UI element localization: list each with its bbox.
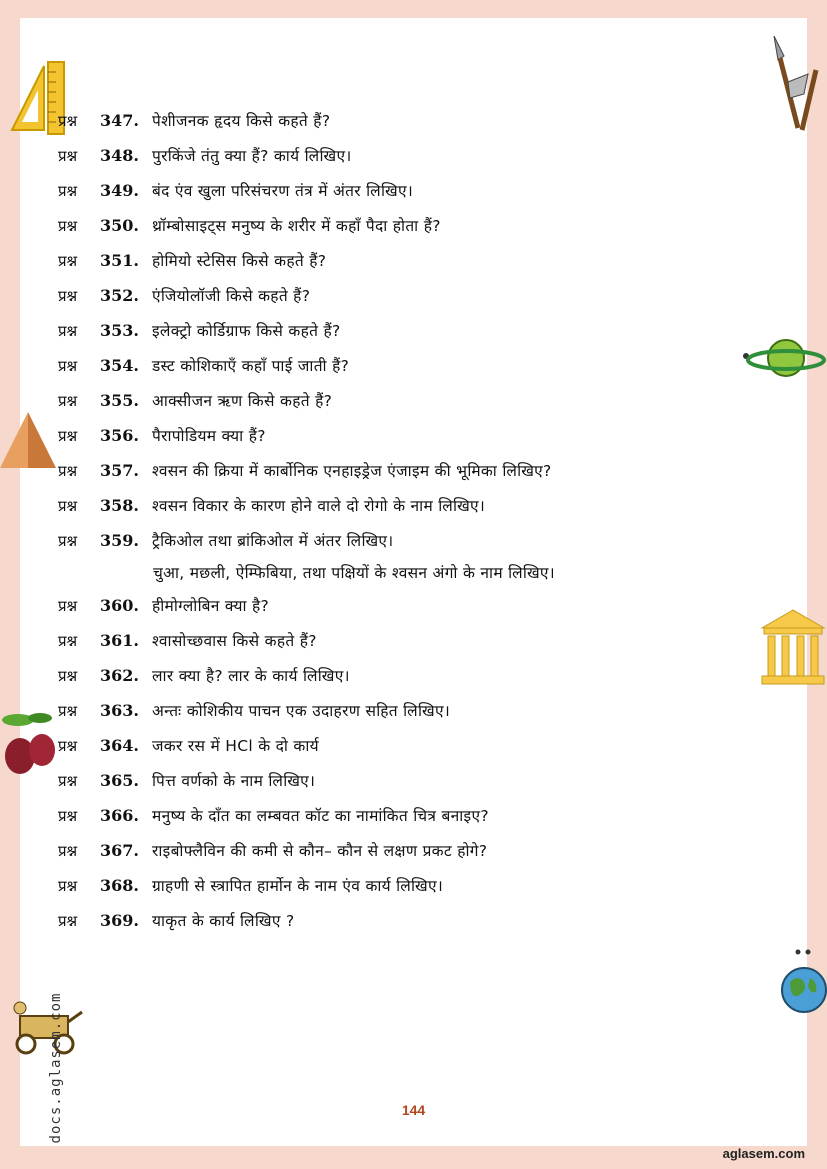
- question-text: पेशीजनक हृदय किसे कहते हैं?: [152, 112, 331, 130]
- question-row: [58, 494, 485, 524]
- question-number: 354.: [100, 356, 139, 375]
- question-row: [58, 214, 441, 244]
- question-word: प्रश्न: [58, 147, 78, 165]
- question-number: 360.: [100, 596, 139, 615]
- question-row: [58, 734, 319, 764]
- question-text: इलेक्ट्रो कोर्डिग्राफ किसे कहते हैं?: [152, 322, 341, 340]
- question-row: [58, 459, 552, 489]
- watermark: docs.aglasem.com: [48, 992, 64, 1144]
- question-text: श्वासोच्छवास किसे कहते हैं?: [152, 632, 317, 650]
- question-row: [58, 804, 489, 834]
- question-row: [58, 109, 330, 139]
- question-number: 350.: [100, 216, 139, 235]
- question-word: प्रश्न: [58, 462, 78, 480]
- question-number: 348.: [100, 146, 139, 165]
- question-number: 362.: [100, 666, 139, 685]
- question-number: 361.: [100, 631, 139, 650]
- question-number: 363.: [100, 701, 139, 720]
- question-word: प्रश्न: [58, 287, 78, 305]
- question-number: 364.: [100, 736, 139, 755]
- question-text: थ्रॉम्बोसाइट्स मनुष्य के शरीर में कहाँ पैदा होता हैं?: [152, 217, 441, 235]
- page-number: 144: [401, 1102, 426, 1118]
- globe-icon: [778, 948, 827, 1020]
- question-word: प्रश्न: [58, 322, 78, 340]
- site-name: aglasem.com: [722, 1146, 805, 1161]
- question-row: [58, 529, 393, 559]
- question-row: [58, 424, 266, 454]
- question-word: प्रश्न: [58, 737, 78, 755]
- question-word: प्रश्न: [58, 357, 78, 375]
- question-row: [58, 284, 310, 314]
- question-word: प्रश्न: [58, 877, 78, 895]
- question-word: प्रश्न: [58, 217, 78, 235]
- question-row: [58, 594, 269, 624]
- question-word: प्रश्न: [58, 702, 78, 720]
- question-word: प्रश्न: [58, 912, 78, 930]
- question-row: [58, 874, 443, 904]
- question-number: 355.: [100, 391, 139, 410]
- cart-icon: [2, 1000, 84, 1058]
- fruit-icon: [0, 706, 60, 778]
- pyramid-icon: [0, 410, 58, 470]
- question-number: 368.: [100, 876, 139, 895]
- question-word: प्रश्न: [58, 772, 78, 790]
- question-text: ग्राहणी से स्त्रापित हार्मोन के नाम एंव कार्य लिखिए।: [152, 877, 444, 895]
- question-text: डस्ट कोशिकाएँ कहाँ पाई जाती हैं?: [152, 357, 350, 375]
- question-row: [58, 839, 487, 869]
- question-text: बंद एंव खुला परिसंचरण तंत्र में अंतर लिखिए।: [152, 182, 414, 200]
- question-number: 356.: [100, 426, 139, 445]
- question-word: प्रश्न: [58, 597, 78, 615]
- question-number: 359.: [100, 531, 139, 550]
- question-text: जकर रस में HCl के दो कार्य: [152, 737, 319, 755]
- question-word: प्रश्न: [58, 532, 78, 550]
- question-word: प्रश्न: [58, 392, 78, 410]
- question-number: 352.: [100, 286, 139, 305]
- question-row: [58, 629, 317, 659]
- question-number: 369.: [100, 911, 139, 930]
- question-word: प्रश्न: [58, 427, 78, 445]
- question-number: 353.: [100, 321, 139, 340]
- question-text: पित्त वर्णको के नाम लिखिए।: [152, 772, 316, 790]
- question-word: प्रश्न: [58, 497, 78, 515]
- question-row: [58, 249, 326, 279]
- question-text: श्वसन की क्रिया में कार्बोनिक एनहाइड्रेज एंजाइम की भूमिका लिखिए?: [152, 462, 552, 480]
- question-word: प्रश्न: [58, 807, 78, 825]
- question-row: [58, 769, 315, 799]
- question-text: पैरापोडियम क्या हैं?: [152, 427, 266, 445]
- question-row: [58, 144, 352, 174]
- question-number: 349.: [100, 181, 139, 200]
- question-row: [58, 179, 413, 209]
- question-text: हीमोग्लोबिन क्या है?: [152, 597, 270, 615]
- question-text: अन्तः कोशिकीय पाचन एक उदाहरण सहित लिखिए।: [152, 702, 451, 720]
- question-text: एंजियोलॉजी किसे कहते हैं?: [152, 287, 311, 305]
- question-word: प्रश्न: [58, 667, 78, 685]
- question-text: ट्रैकिओल तथा ब्रांकिओल में अंतर लिखिए।: [152, 532, 394, 550]
- question-word: प्रश्न: [58, 842, 78, 860]
- question-word: प्रश्न: [58, 632, 78, 650]
- question-row: [58, 354, 349, 384]
- question-number: 365.: [100, 771, 139, 790]
- question-text: होमियो स्टेसिस किसे कहते हैं?: [152, 252, 327, 270]
- question-text: याकृत के कार्य लिखिए ?: [152, 912, 295, 930]
- question-number: 366.: [100, 806, 139, 825]
- question-text: लार क्या है? लार के कार्य लिखिए।: [152, 667, 350, 685]
- question-row: [58, 389, 332, 419]
- question-row: [58, 319, 341, 349]
- question-row: [58, 699, 450, 729]
- question-row: [58, 664, 350, 694]
- question-text: श्वसन विकार के कारण होने वाले दो रोगो के नाम लिखिए।: [152, 497, 486, 515]
- question-continuation: चुआ, मछली, ऐम्फिबिया, तथा पक्षियों के श्वसन अंगो के नाम लिखिए।: [153, 564, 555, 582]
- question-number: 357.: [100, 461, 139, 480]
- question-text: पुरकिंजे तंतु क्या हैं? कार्य लिखिए।: [152, 147, 352, 165]
- question-word: प्रश्न: [58, 112, 78, 130]
- question-word: प्रश्न: [58, 252, 78, 270]
- saturn-planet-icon: [742, 334, 827, 384]
- question-word: प्रश्न: [58, 182, 78, 200]
- stone-tools-icon: [764, 34, 824, 134]
- question-text: मनुष्य के दाँत का लम्बवत कॉट का नामांकित चित्र बनाइए?: [152, 807, 489, 825]
- temple-icon: [760, 608, 826, 686]
- question-number: 351.: [100, 251, 139, 270]
- question-number: 367.: [100, 841, 139, 860]
- question-number: 358.: [100, 496, 139, 515]
- question-row: [58, 909, 294, 939]
- question-text: राइबोफ्लैविन की कमी से कौन– कौन से लक्षण प्रकट होगे?: [152, 842, 488, 860]
- question-text: आक्सीजन ऋण किसे कहते हैं?: [152, 392, 333, 410]
- question-number: 347.: [100, 111, 139, 130]
